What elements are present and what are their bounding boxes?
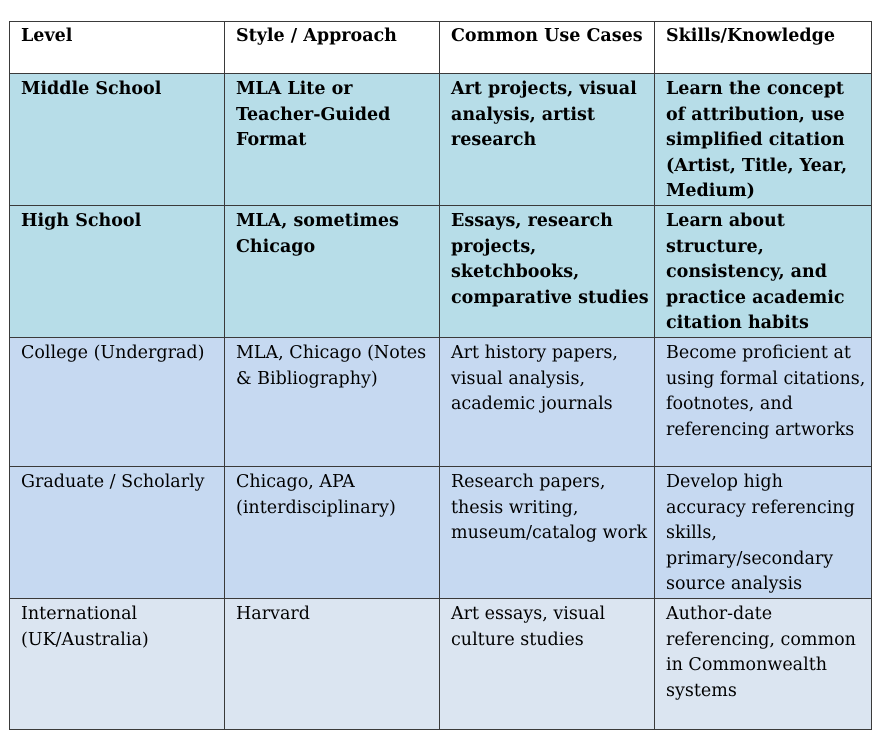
cell-level: High School — [10, 205, 225, 337]
cell-skills: Learn about structure, consistency, and practice academic citation habits — [655, 205, 872, 337]
header-style-approach: Style / Approach — [225, 22, 440, 74]
cell-level: Graduate / Scholarly — [10, 466, 225, 598]
cell-use-cases: Art essays, visual culture studies — [440, 598, 655, 729]
cell-level: Middle School — [10, 74, 225, 206]
cell-style: Harvard — [225, 598, 440, 729]
citation-levels-table — [9, 21, 872, 730]
cell-style: Chicago, APA (interdisciplinary) — [225, 466, 440, 598]
cell-style: MLA, Chicago (Notes & Bibliography) — [225, 337, 440, 466]
table-header-row — [10, 22, 872, 74]
cell-style: MLA Lite or Teacher-Guided Format — [225, 74, 440, 206]
cell-style: MLA, sometimes Chicago — [225, 205, 440, 337]
cell-level: College (Undergrad) — [10, 337, 225, 466]
header-level: Level — [10, 22, 225, 74]
table-row-high-school — [10, 205, 872, 337]
cell-skills: Learn the concept of attribution, use simplified citation (Artist, Title, Year, Medium) — [655, 74, 872, 206]
citation-levels-table-container — [9, 21, 872, 730]
table-row-college — [10, 337, 872, 466]
cell-use-cases: Research papers, thesis writing, museum/catalog work — [440, 466, 655, 598]
cell-use-cases: Art history papers, visual analysis, academic journals — [440, 337, 655, 466]
cell-use-cases: Art projects, visual analysis, artist research — [440, 74, 655, 206]
header-common-use-cases: Common Use Cases — [440, 22, 655, 74]
cell-skills: Develop high accuracy referencing skills, primary/secondary source analysis — [655, 466, 872, 598]
table-row-graduate — [10, 466, 872, 598]
cell-use-cases: Essays, research projects, sketchbooks, comparative studies — [440, 205, 655, 337]
table-row-international — [10, 598, 872, 729]
cell-level: International (UK/Australia) — [10, 598, 225, 729]
cell-skills: Become proficient at using formal citations, footnotes, and referencing artworks — [655, 337, 872, 466]
cell-skills: Author-date referencing, common in Commonwealth systems — [655, 598, 872, 729]
header-skills-knowledge: Skills/Knowledge — [655, 22, 872, 74]
table-row-middle-school — [10, 74, 872, 206]
